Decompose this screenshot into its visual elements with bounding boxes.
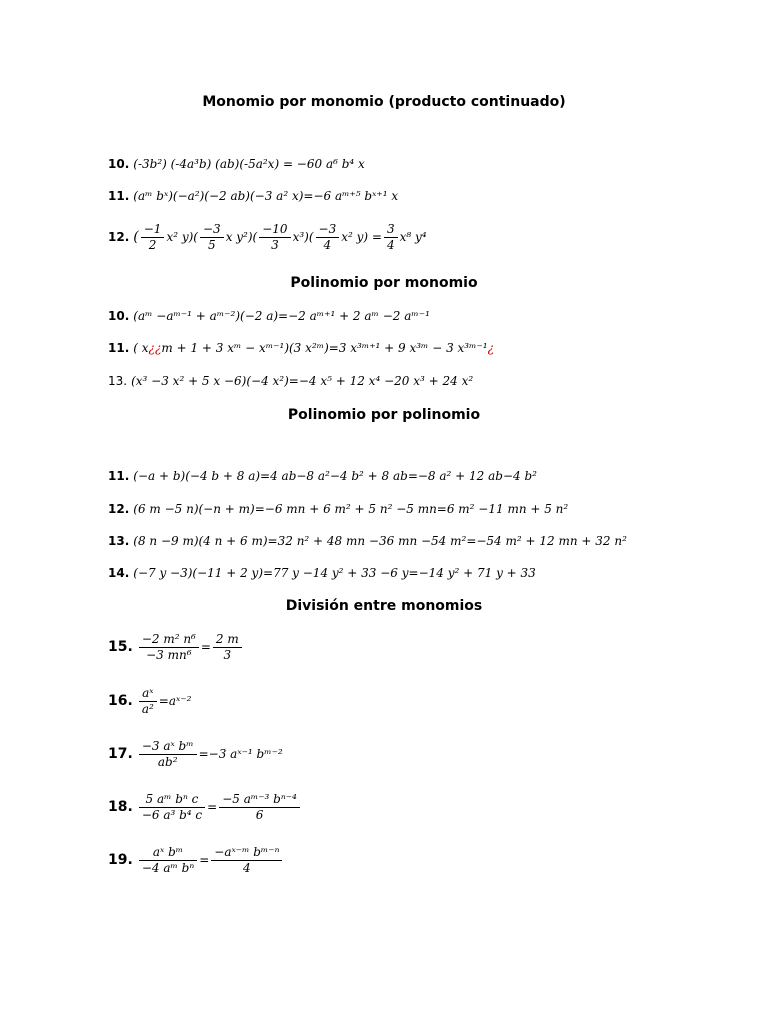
exercise-polypoly-13 [108,534,627,548]
exercise-mono-12: 12. ( $\frac{-1}{2}$ x² y)( $\frac{-3}{5}$ x y²)( $\frac{-10}{3}$ x³)( $\frac{-3}{4}$ x² y) = $\frac{3}{4}$ x⁸ y⁴ [108,222,427,252]
exercise-number: 12. [108,230,130,244]
exercise-division-15: 15. $\frac{\text{−2 m² n⁶}}{\text{−3 mn⁶}}$ = $\frac{2 m}{3}$ [108,632,244,663]
fraction: $\frac{\text{−aˣ⁻ᵐ bᵐ⁻ⁿ}}{4}$ [211,845,282,876]
exercise-number: 18. [108,799,133,815]
unknown-symbol: ¿¿ [148,341,162,355]
fraction: $\frac{-3}{4}$ [316,222,340,253]
fraction: $\frac{\text{−3 aˣ bᵐ}}{\text{ab²}}$ [139,739,197,770]
heading-monomio-por-monomio: Monomio por monomio (producto continuado) [202,94,566,110]
exercise-number: 10. [108,309,130,323]
exercise-division-19: 19. $\frac{\text{aˣ bᵐ}}{\text{−4 aᵐ bⁿ}}$ = $\frac{\text{−aˣ⁻ᵐ bᵐ⁻ⁿ}}{4}$ [108,845,284,876]
heading-polinomio-por-monomio: Polinomio por monomio [290,275,478,291]
exercise-number: 16. [108,693,133,709]
exercise-number: 12. [108,502,130,516]
exercise-polypoly-11 [108,469,537,483]
exercise-mono-11 [108,189,398,203]
exercise-expression: (-3b²) (-4a³b) (ab)(-5a²x) = −60 a⁶ b⁴ x [133,157,365,171]
fraction: $\frac{-3}{5}$ [200,222,224,253]
fraction: $\frac{-1}{2}$ [141,222,165,253]
fraction: $\frac{\text{aˣ}}{\text{a²}}$ [139,686,157,717]
exercise-polymono-10 [108,309,430,323]
fraction: $\frac{\text{5 aᵐ bⁿ c}}{\text{−6 a³ b⁴ c}}$ [139,792,205,823]
exercise-expression: (aᵐ −aᵐ⁻¹ + aᵐ⁻²)(−2 a)=−2 aᵐ⁺¹ + 2 aᵐ −2 aᵐ⁻¹ [133,309,430,323]
exercise-mono-10 [108,157,365,171]
exercise-division-17: 17. $\frac{\text{−3 aˣ bᵐ}}{\text{ab²}}$ =−3 aˣ⁻¹ bᵐ⁻² [108,739,283,769]
heading-polinomio-por-polinomio: Polinomio por polinomio [287,407,481,423]
exercise-expression: (6 m −5 n)(−n + m)=−6 mn + 6 m² + 5 n² −5 mn=6 m² −11 mn + 5 n² [133,502,569,516]
fraction: $\frac{\text{−2 m² n⁶}}{\text{−3 mn⁶}}$ [139,632,199,663]
fraction: $\frac{-10}{3}$ [259,222,290,253]
exercise-division-16: 16. $\frac{\text{aˣ}}{\text{a²}}$ =aˣ⁻² [108,686,192,716]
exercise-number: 11. [108,341,130,355]
fraction: $\frac{3}{4}$ [384,222,398,253]
exercise-number: 15. [108,639,133,655]
exercise-number: 13. [108,374,128,388]
exercise-number: 17. [108,746,133,762]
exercise-number: 11. [108,469,130,483]
fraction: $\frac{2 m}{3}$ [213,632,242,663]
unknown-symbol: ¿ [487,341,495,355]
fraction: $\frac{\text{−5 aᵐ⁻³ bⁿ⁻⁴}}{6}$ [219,792,300,823]
exercise-polymono-13 [108,374,473,388]
exercise-expression: (x³ −3 x² + 5 x −6)(−4 x²)=−4 x⁵ + 12 x⁴ −20 x³ + 24 x² [131,374,474,388]
exercise-expression: (−7 y −3)(−11 + 2 y)=77 y −14 y² + 33 −6 y=−14 y² + 71 y + 33 [133,566,536,580]
exercise-expression: (8 n −9 m)(4 n + 6 m)=32 n² + 48 mn −36 mn −54 m²=−54 m² + 12 mn + 32 n² [133,534,627,548]
heading-division-entre-monomios: División entre monomios [285,598,483,614]
exercise-number: 19. [108,852,133,868]
exercise-polypoly-14 [108,566,536,580]
exercise-expression: (−a + b)(−4 b + 8 a)=4 ab−8 a²−4 b² + 8 ab=−8 a² + 12 ab−4 b² [133,469,537,483]
exercise-polypoly-12 [108,502,568,516]
fraction: $\frac{\text{aˣ bᵐ}}{\text{−4 aᵐ bⁿ}}$ [139,845,197,876]
exercise-number: 13. [108,534,130,548]
exercise-polymono-11: 11. ( x¿¿m + 1 + 3 xᵐ − xᵐ⁻¹)(3 x²ᵐ)=3 x³ᵐ⁺¹ + 9 x³ᵐ − 3 x³ᵐ⁻¹¿ [108,341,495,355]
exercise-expression: (aᵐ bˣ)(−a²)(−2 ab)(−3 a² x)=−6 aᵐ⁺⁵ bˣ⁺¹ x [133,189,399,203]
exercise-number: 10. [108,157,130,171]
exercise-number: 11. [108,189,130,203]
exercise-division-18: 18. $\frac{\text{5 aᵐ bⁿ c}}{\text{−6 a³ b⁴ c}}$ = $\frac{\text{−5 aᵐ⁻³ bⁿ⁻⁴}}{6}$ [108,792,302,823]
exercise-number: 14. [108,566,130,580]
